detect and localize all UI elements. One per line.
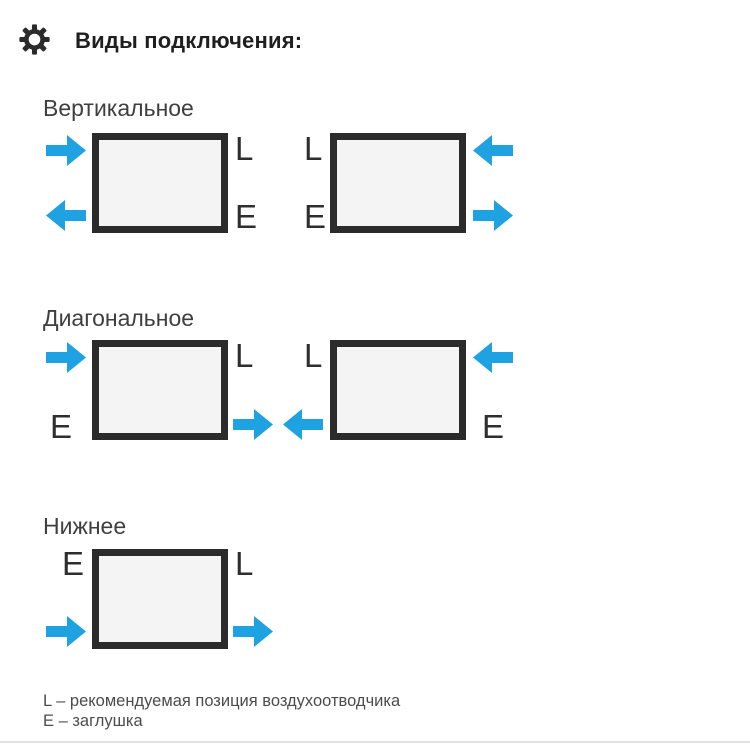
radiator-rect: [330, 133, 466, 233]
vent-label: L: [235, 337, 254, 374]
legend-line-plug: E – заглушка: [43, 712, 143, 730]
vent-label: L: [304, 337, 323, 374]
flow-out-arrow-right-icon: [473, 200, 513, 231]
plug-label: E: [482, 408, 505, 445]
vent-label: L: [235, 545, 254, 582]
plug-label: E: [62, 545, 85, 582]
flow-out-arrow-left-icon: [46, 200, 86, 231]
section-title-bottom: Нижнее: [43, 513, 127, 539]
radiator-rect: [92, 133, 228, 233]
page-title: Виды подключения:: [75, 28, 303, 53]
flow-out-arrow-left-icon: [283, 409, 323, 440]
flow-in-arrow-left-icon: [473, 135, 513, 166]
legend-line-vent: L – рекомендуемая позиция воздухоотводчика: [43, 692, 401, 710]
flow-in-arrow-right-icon: [46, 342, 86, 373]
plug-label: E: [50, 408, 73, 445]
flow-in-arrow-right-icon: [46, 616, 86, 647]
flow-in-arrow-left-icon: [473, 342, 513, 373]
section-title-diagonal: Диагональное: [43, 305, 195, 331]
vent-label: L: [235, 130, 254, 167]
gear-icon: [19, 24, 50, 55]
plug-label: E: [235, 198, 258, 235]
flow-out-arrow-right-icon: [233, 616, 273, 647]
flow-out-arrow-right-icon: [233, 409, 273, 440]
plug-label: E: [304, 198, 327, 235]
vent-label: L: [304, 130, 323, 167]
bottom-divider: [0, 741, 750, 743]
section-title-vertical: Вертикальное: [43, 95, 194, 121]
radiator-rect: [92, 340, 228, 440]
radiator-rect: [330, 340, 466, 440]
radiator-rect: [92, 549, 228, 649]
flow-in-arrow-right-icon: [46, 135, 86, 166]
